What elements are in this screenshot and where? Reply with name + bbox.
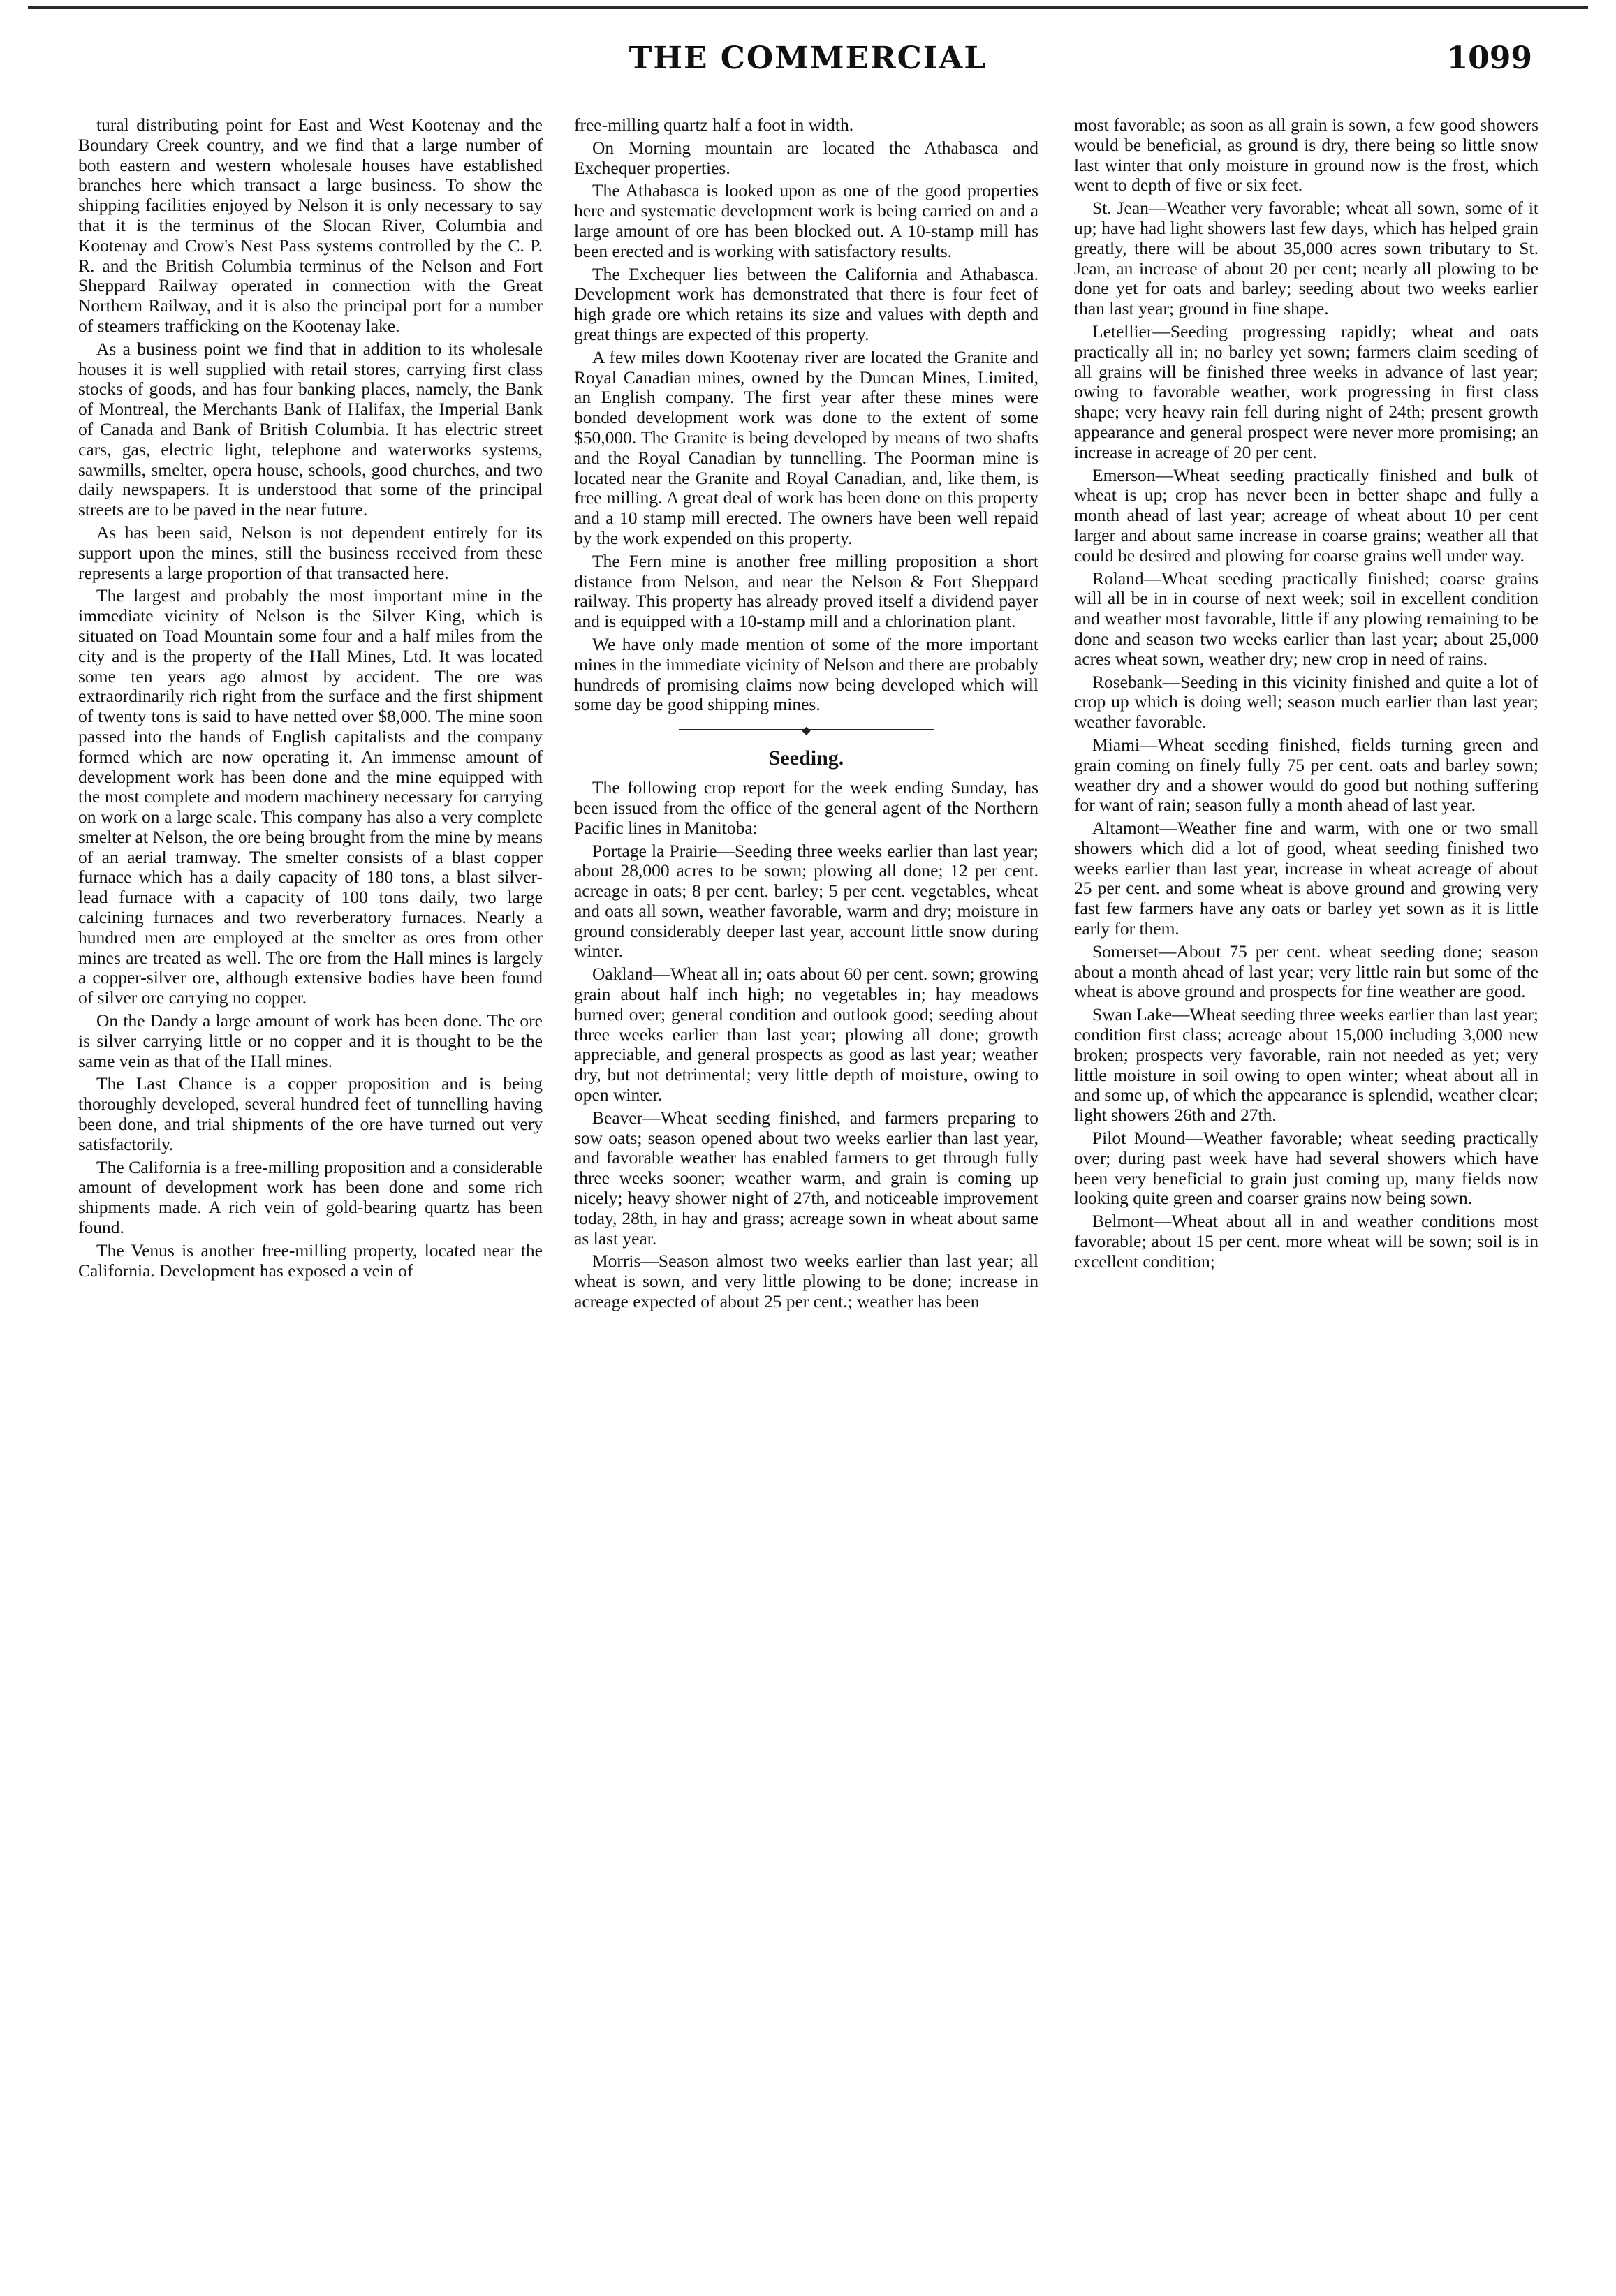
- paragraph: Pilot Mound—Weather favorable; wheat seeding practically over; during past week have had several showers which have been very beneficial to grain just coming up, many fields now looking quite green and coarser grains now being sown.: [1074, 1128, 1538, 1209]
- paragraph: On the Dandy a large amount of work has been done. The ore is silver carrying little or no copper and it is thought to be the same vein as that of the Hall mines.: [78, 1010, 543, 1071]
- column-3: [1074, 115, 1538, 2283]
- page-number: 1099: [1446, 41, 1532, 76]
- paragraph: Portage la Prairie—Seeding three weeks earlier than last year; about 28,000 acres to be sown; plowing all done; 12 per cent. acreage in oats; 8 per cent. barley; 5 per cent. vegetables, wheat and oats all sown, weather favorable, warm and dry; moisture in ground considerably deeper last year, account little snow during winter.: [574, 840, 1038, 962]
- paragraph: Roland—Wheat seeding practically finished; coarse grains will all be in in course of next week; soil in excellent condition and weather most favorable, little if any plowing remaining to be done and season two weeks earlier than last year; about 25,000 acres wheat sown, weather dry; new crop in need of rains.: [1074, 568, 1538, 669]
- column-2: [574, 115, 1038, 2283]
- paragraph: The Fern mine is another free milling proposition a short distance from Nelson, and near the Nelson & Fort Sheppard railway. This property has already proved itself a dividend payer and is equipped with a 10-stamp mill and a chlorination plant.: [574, 550, 1038, 632]
- paragraph: As has been said, Nelson is not dependent entirely for its support upon the mines, still the business received from these represents a large proportion of that transacted here.: [78, 522, 543, 583]
- paragraph: The California is a free-milling proposition and a considerable amount of development work has been done and some rich shipments made. A rich vein of gold-bearing quartz has been found.: [78, 1156, 543, 1238]
- paragraph: most favorable; as soon as all grain is sown, a few good showers would be beneficial, as ground is dry, there being so little snow last winter that only moisture in ground now is the frost, which went to depth of five or six feet.: [1074, 115, 1538, 196]
- paragraph: The Athabasca is looked upon as one of the good properties here and systematic development work is being carried on and a large amount of ore has been blocked out. A 10-stamp mill has been erected and is working with satisfactory results.: [574, 180, 1038, 261]
- paragraph: A few miles down Kootenay river are located the Granite and Royal Canadian mines, owned by the Duncan Mines, Limited, an English company. The first year after these mines were bonded development work was done to the extent of some $50,000. The Granite is being developed by means of two shafts and the Royal Canadian by tunnelling. The Poorman mine is located near the Granite and Royal Canadian, and, like them, is free milling. A great deal of work has been done on this property and a 10 stamp mill erected. The owners have been well repaid by the work expended on this property.: [574, 346, 1038, 548]
- paragraph: The Last Chance is a copper proposition and is being thoroughly developed, several hundred feet of tunnelling having been done, and trial shipments of the ore have turned out very satisfactorily.: [78, 1073, 543, 1154]
- paragraph: The Venus is another free-milling property, located near the California. Development has exposed a vein of: [78, 1239, 543, 1281]
- masthead: [0, 41, 1616, 89]
- paragraph: As a business point we find that in addition to its wholesale houses it is well supplied with retail stores, carrying first class stocks of goods, and has four banking places, namely, the Bank of Montreal, the Merchants Bank of Halifax, the Imperial Bank of Canada and Bank of British Columbia. It has electric street cars, gas, electric light, telephone and waterworks systems, sawmills, smelter, opera house, schools, good churches, and two daily newspapers. It is understood that some of the principal streets are to be paved in the near future.: [78, 338, 543, 520]
- paragraph: Letellier—Seeding progressing rapidly; wheat and oats practically all in; no barley yet sown; farmers claim seeding of all grains will be finished three weeks in advance of last year; owing to favorable weather, work progressing in first class shape; very heavy rain fell during night of 24th; present growth appearance and general prospect were never more promising; an increase in acreage of 20 per cent.: [1074, 321, 1538, 462]
- paragraph: tural distributing point for East and West Kootenay and the Boundary Creek country, and we find that a large number of both eastern and western wholesale houses have established branches here which transact a large business. To show the shipping facilities enjoyed by Nelson it is only necessary to say that it is the terminus of the Slocan River, Columbia and Kootenay and Crow's Nest Pass systems controlled by the C. P. R. and the British Columbia terminus of the Nelson and Fort Sheppard Railway operated in connection with the Great Northern Railway, and it is also the principal port for a number of steamers trafficking on the Kootenay lake.: [78, 115, 543, 336]
- paragraph: Emerson—Wheat seeding practically finished and bulk of wheat is up; crop has never been in better shape and fully a month ahead of last year; acreage of wheat about 10 per cent larger and about same increase in coarse grains; weather all that could be desired and plowing for coarse grains well under way.: [1074, 464, 1538, 566]
- paragraph: Beaver—Wheat seeding finished, and farmers preparing to sow oats; season opened about two weeks earlier than last year, and favorable weather has enabled farmers to get through fully three weeks sooner; weather warm, and grain is coming up nicely; heavy shower night of 27th, and noticeable improvement today, 28th, in hay and grass; acreage sown in wheat about same as last year.: [574, 1107, 1038, 1249]
- paragraph: The Exchequer lies between the California and Athabasca. Development work has demonstrated that there is four feet of high grade ore which retains its size and values with depth and great things are expected of this property.: [574, 263, 1038, 344]
- section-heading-seeding: Seeding.: [768, 746, 844, 770]
- section-divider: [679, 722, 934, 737]
- paragraph: St. Jean—Weather very favorable; wheat all sown, some of it up; have had light showers last few days, which has helped grain greatly, there will be about 35,000 acres sown tributary to St. Jean, an increase of about 20 per cent; nearly all plowing to be done yet for oats and barley; seeding about two weeks earlier than last year; ground in fine shape.: [1074, 198, 1538, 319]
- paragraph: We have only made mention of some of the more important mines in the immediate vicinity of Nelson and there are probably hundreds of promising claims now being developed which will some day be good shipping mines.: [574, 633, 1038, 715]
- paragraph: Somerset—About 75 per cent. wheat seeding done; season about a month ahead of last year; very little rain but some of the wheat is above ground and prospects for fine weather are good.: [1074, 941, 1538, 1002]
- paragraph: Morris—Season almost two weeks earlier than last year; all wheat is sown, and very little plowing to be done; increase in acreage expected of about 25 per cent.; weather has been: [574, 1251, 1038, 1312]
- paragraph: Altamont—Weather fine and warm, with one or two small showers which did a lot of good, wheat seeding finished two weeks earlier than last year, increase in wheat acreage of about 25 per cent. and some wheat is above ground and growing very fast few farmers have any oats or barley yet sown as it is little early for them.: [1074, 818, 1538, 939]
- paragraph: The largest and probably the most important mine in the immediate vicinity of Nelson is the Silver King, which is situated on Toad Mountain some four and a half miles from the city and is the property of the Hall Mines, Ltd. It was located some ten years ago almost by accident. The ore was extraordinarily rich right from the surface and the first shipment of twenty tons is said to have netted over $8,000. The mine soon passed into the hands of English capitalists and the company formed which are now operating it. An immense amount of development work has been done and the mine equipped with the most complete and modern machinery necessary for carrying on work on a large scale. This company has also a very complete smelter at Nelson, the ore being brought from the mine by means of an aerial tramway. The smelter consists of a blast copper furnace which has a daily capacity of 180 tons, a blast silver-lead furnace with a capacity of 100 tons daily, two large calcining furnaces and two reverberatory furnaces. Nearly a hundred men are employed at the smelter as ores from other mines are treated as well. The ore from the Hall mines is largely a copper-silver ore, although extensive bodies have been found of silver ore carrying no copper.: [78, 585, 543, 1008]
- paragraph: Miami—Wheat seeding finished, fields turning green and grain coming on finely fully 75 per cent. oats and barley sown; weather dry and a shower would do good but nothing suffering for want of rain; season fully a month ahead of last year.: [1074, 734, 1538, 816]
- top-rule: [28, 6, 1588, 9]
- paragraph: free-milling quartz half a foot in width.: [574, 115, 854, 135]
- paragraph: On Morning mountain are located the Athabasca and Exchequer properties.: [574, 137, 1038, 178]
- paragraph: Swan Lake—Wheat seeding three weeks earlier than last year; condition first class; acreage about 15,000 including 3,000 new broken; prospects very favorable, rain not needed as yet; very little moisture in soil owing to open winter; wheat about all in and some up, of which the appearance is splendid, weather clear; light showers 26th and 27th.: [1074, 1004, 1538, 1126]
- column-1: [78, 115, 543, 2283]
- paragraph: Belmont—Wheat about all in and weather conditions most favorable; about 15 per cent. more wheat will be sown; soil is in excellent condition;: [1074, 1211, 1538, 1272]
- journal-title: THE COMMERCIAL: [629, 41, 987, 76]
- paragraph: The following crop report for the week ending Sunday, has been issued from the office of the general agent of the Northern Pacific lines in Manitoba:: [574, 777, 1038, 838]
- paragraph: Rosebank—Seeding in this vicinity finished and quite a lot of crop up which is doing well; season much earlier than last year; weather favorable.: [1074, 671, 1538, 733]
- paragraph: Oakland—Wheat all in; oats about 60 per cent. sown; growing grain about half inch high; no vegetables in; hay meadows burned over; general condition and outlook good; seeding about three weeks earlier than last year; plowing all done; growth appreciable, and general prospects as good as last year; weather dry, but not detrimental; very little depth of moisture, owing to open winter.: [574, 964, 1038, 1105]
